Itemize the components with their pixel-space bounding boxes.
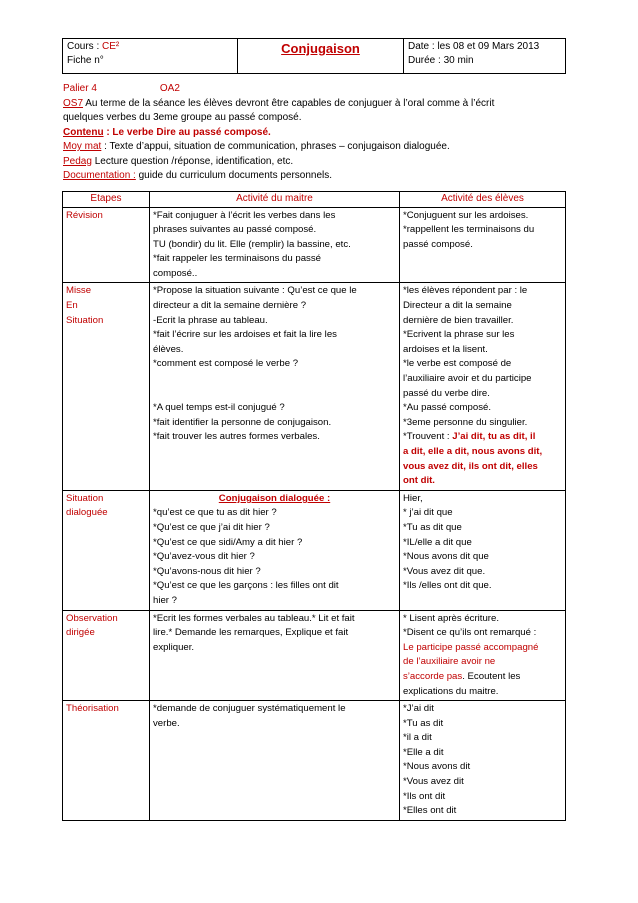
- materials-label: Moy mat: [63, 141, 102, 152]
- text-line: passé composé.: [403, 238, 473, 250]
- cours-value: CE²: [102, 41, 120, 52]
- lesson-info: [62, 74, 567, 184]
- text-line: *Vous avez dit: [403, 776, 464, 788]
- text-line: *fait identifier la personne de conjugaison.: [153, 416, 332, 428]
- stage-line: Misse: [66, 285, 92, 297]
- row-stage: [63, 283, 150, 490]
- text-line: hier ?: [153, 594, 177, 606]
- stage-line: Théorisation: [66, 703, 119, 715]
- text-line: élèves.: [153, 343, 184, 355]
- text-line: [403, 430, 562, 445]
- text-line: expliquer.: [153, 641, 195, 653]
- conjugation-answer: ont dit.: [403, 475, 435, 487]
- text-line: *Au passé composé.: [403, 402, 491, 414]
- text-line: *Disent ce qu’ils ont remarqué :: [403, 627, 537, 639]
- text-line: *fait rappeler les terminaisons du passé: [153, 253, 321, 265]
- text-line: *Qu’avez-vous dit hier ?: [153, 551, 255, 563]
- text-line: TU (bondir) du lit. Elle (remplir) la bassine, etc.: [153, 238, 351, 250]
- spacer: [153, 372, 396, 401]
- text-line: * j’ai dit que: [403, 507, 453, 519]
- content-text: : Le verbe Dire au passé composé.: [103, 126, 271, 138]
- text-line: *Qu’est ce que j’ai dit hier ?: [153, 521, 270, 533]
- text-line: *Vous avez dit que.: [403, 565, 486, 577]
- documentation-text: guide du curriculum documents personnels.: [135, 170, 333, 181]
- fiche-label: Fiche n°: [67, 55, 104, 66]
- text-line: *Ils /elles ont dit que.: [403, 580, 492, 592]
- text-line: phrases suivantes au passé composé.: [153, 224, 317, 236]
- text-line: directeur a dit la semaine dernière ?: [153, 300, 307, 312]
- student-activity: [400, 701, 566, 821]
- student-activity: [400, 207, 566, 283]
- content-line: [63, 126, 567, 141]
- text-line: *demande de conjuguer systématiquement le: [153, 703, 346, 715]
- stage-line: En: [66, 300, 78, 312]
- header-table: [62, 38, 566, 74]
- conjugation-answer: vous avez dit, ils ont dit, elles: [403, 460, 538, 472]
- text-line: *Qu’avons-nous dit hier ?: [153, 565, 261, 577]
- documentation-line: [63, 169, 567, 184]
- text-line: *Ecrivent la phrase sur les: [403, 329, 515, 341]
- text-line: *Qu’est ce que sidi/Amy a dit hier ?: [153, 536, 303, 548]
- stage-line: dialoguée: [66, 507, 108, 519]
- pedagogy-text: Lecture question /réponse, identification, etc.: [91, 155, 294, 167]
- row-stage: [63, 610, 150, 701]
- text-line: -Ecrit la phrase au tableau.: [153, 314, 268, 326]
- text-line: passé du verbe dire.: [403, 387, 490, 399]
- objective-line-2: quelques verbes du 3eme groupe au passé composé.: [63, 112, 302, 123]
- content-label: Contenu: [63, 126, 104, 138]
- stage-line: Situation: [66, 492, 104, 504]
- student-activity: [400, 610, 566, 701]
- table-row: [63, 207, 566, 283]
- table-row: [63, 490, 566, 610]
- conjugation-answer: J’ai dit, tu as dit, il: [452, 431, 536, 443]
- text-line: *Elle a dit: [403, 746, 444, 758]
- duration-text: Durée : 30 min: [408, 55, 474, 66]
- pedagogy-line: [63, 155, 567, 170]
- section-title: Conjugaison dialoguée :: [218, 492, 331, 504]
- materials-text: : Texte d’appui, situation de communication, phrases – conjugaison dialoguée.: [101, 141, 450, 152]
- trouvent-label: *Trouvent :: [403, 431, 453, 443]
- table-row: [63, 283, 566, 490]
- text-line: * Lisent après écriture.: [403, 612, 499, 624]
- text-line: *Fait conjuguer à l’écrit les verbes dans les: [153, 209, 336, 221]
- lesson-sheet: [62, 38, 566, 821]
- rule-text: s’accorde pas: [403, 670, 463, 682]
- text-line: *rappellent les terminaisons du: [403, 224, 535, 236]
- text-line: *Tu as dit: [403, 717, 444, 729]
- pedagogy-label: Pedag: [63, 155, 92, 167]
- row-stage: [63, 701, 150, 821]
- row-stage: [63, 207, 150, 283]
- text-line: *Tu as dit que: [403, 521, 462, 533]
- objective-line: [63, 97, 567, 112]
- text-line: lire.* Demande les remarques, Explique et fait: [153, 627, 349, 639]
- text-line: *Nous avons dit que: [403, 551, 489, 563]
- text-line: *Nous avons dit: [403, 761, 471, 773]
- student-activity: [400, 283, 566, 490]
- text-line: *qu’est ce que tu as dit hier ?: [153, 507, 277, 519]
- activities-table: [62, 191, 566, 821]
- text-line: composé..: [153, 267, 198, 279]
- stage-line: Révision: [66, 209, 103, 221]
- stage-line: Situation: [66, 314, 104, 326]
- text-line: *comment est composé le verbe ?: [153, 358, 299, 370]
- text-line: [403, 670, 562, 685]
- palier-line: [63, 82, 567, 97]
- palier: Palier 4: [63, 83, 97, 94]
- text-line: dernière de bien travailler.: [403, 314, 514, 326]
- row-stage: [63, 490, 150, 610]
- teacher-activity: [150, 207, 400, 283]
- stage-line: dirigée: [66, 627, 95, 639]
- text-fragment: . Ecoutent les: [462, 670, 521, 682]
- materials-line: [63, 140, 567, 155]
- text-line: *Conjuguent sur les ardoises.: [403, 209, 529, 221]
- teacher-activity: [150, 490, 400, 610]
- conjugation-answer: a dit, elle a dit, nous avons dit,: [403, 446, 543, 457]
- cours-label: Cours :: [67, 41, 103, 52]
- text-line: *le verbe est composé de: [403, 358, 512, 370]
- teacher-activity: [150, 283, 400, 490]
- date-cell: [404, 39, 566, 74]
- teacher-activity: [150, 610, 400, 701]
- objective-label: OS7: [63, 97, 84, 109]
- rule-text: Le participe passé accompagné: [403, 641, 539, 653]
- text-line: *il a dit: [403, 732, 432, 744]
- text-line: *IL/elle a dit que: [403, 536, 472, 548]
- text-line: *Ecrit les formes verbales au tableau.* Lit et fait: [153, 612, 355, 624]
- col-header-maitre: Activité du maitre: [150, 191, 400, 207]
- oa: OA2: [159, 83, 180, 94]
- objective-text: Au terme de la séance les élèves devront être capables de conjuguer à l’oral comme à l’écrit: [83, 97, 495, 109]
- course-cell: [63, 39, 238, 74]
- col-header-eleves: Activité des élèves: [400, 191, 566, 207]
- text-line: *Propose la situation suivante : Qu’est ce que le: [153, 285, 357, 297]
- student-activity: [400, 490, 566, 610]
- table-header-row: [63, 191, 566, 207]
- date-text: Date : les 08 et 09 Mars 2013: [408, 41, 540, 52]
- teacher-activity: [150, 701, 400, 821]
- documentation-label: Documentation :: [63, 170, 136, 181]
- text-line: l’auxiliaire avoir et du participe: [403, 373, 532, 385]
- text-line: *Elles ont dit: [403, 805, 457, 817]
- subject-title: Conjugaison: [238, 39, 404, 74]
- table-row: [63, 610, 566, 701]
- text-line: *fait trouver les autres formes verbales.: [153, 431, 320, 443]
- rule-text: de l’auxiliaire avoir ne: [403, 656, 496, 668]
- text-line: *3eme personne du singulier.: [403, 416, 528, 428]
- text-line: *les élèves répondent par : le: [403, 285, 528, 297]
- text-line: Hier,: [403, 492, 423, 504]
- text-line: verbe.: [153, 717, 180, 729]
- col-header-etapes: Etapes: [63, 191, 150, 207]
- text-line: Directeur a dit la semaine: [403, 300, 512, 312]
- text-line: *Qu’est ce que les garçons : les filles ont dit: [153, 580, 339, 592]
- text-line: *fait l’écrire sur les ardoises et fait la lire les: [153, 329, 337, 341]
- text-line: *Ils ont dit: [403, 790, 446, 802]
- text-line: *A quel temps est-il conjugué ?: [153, 402, 285, 414]
- text-line: explications du maitre.: [403, 685, 499, 697]
- table-row: [63, 701, 566, 821]
- text-line: *J’ai dit: [403, 703, 434, 715]
- stage-line: Observation: [66, 612, 118, 624]
- text-line: ardoises et la lisent.: [403, 343, 488, 355]
